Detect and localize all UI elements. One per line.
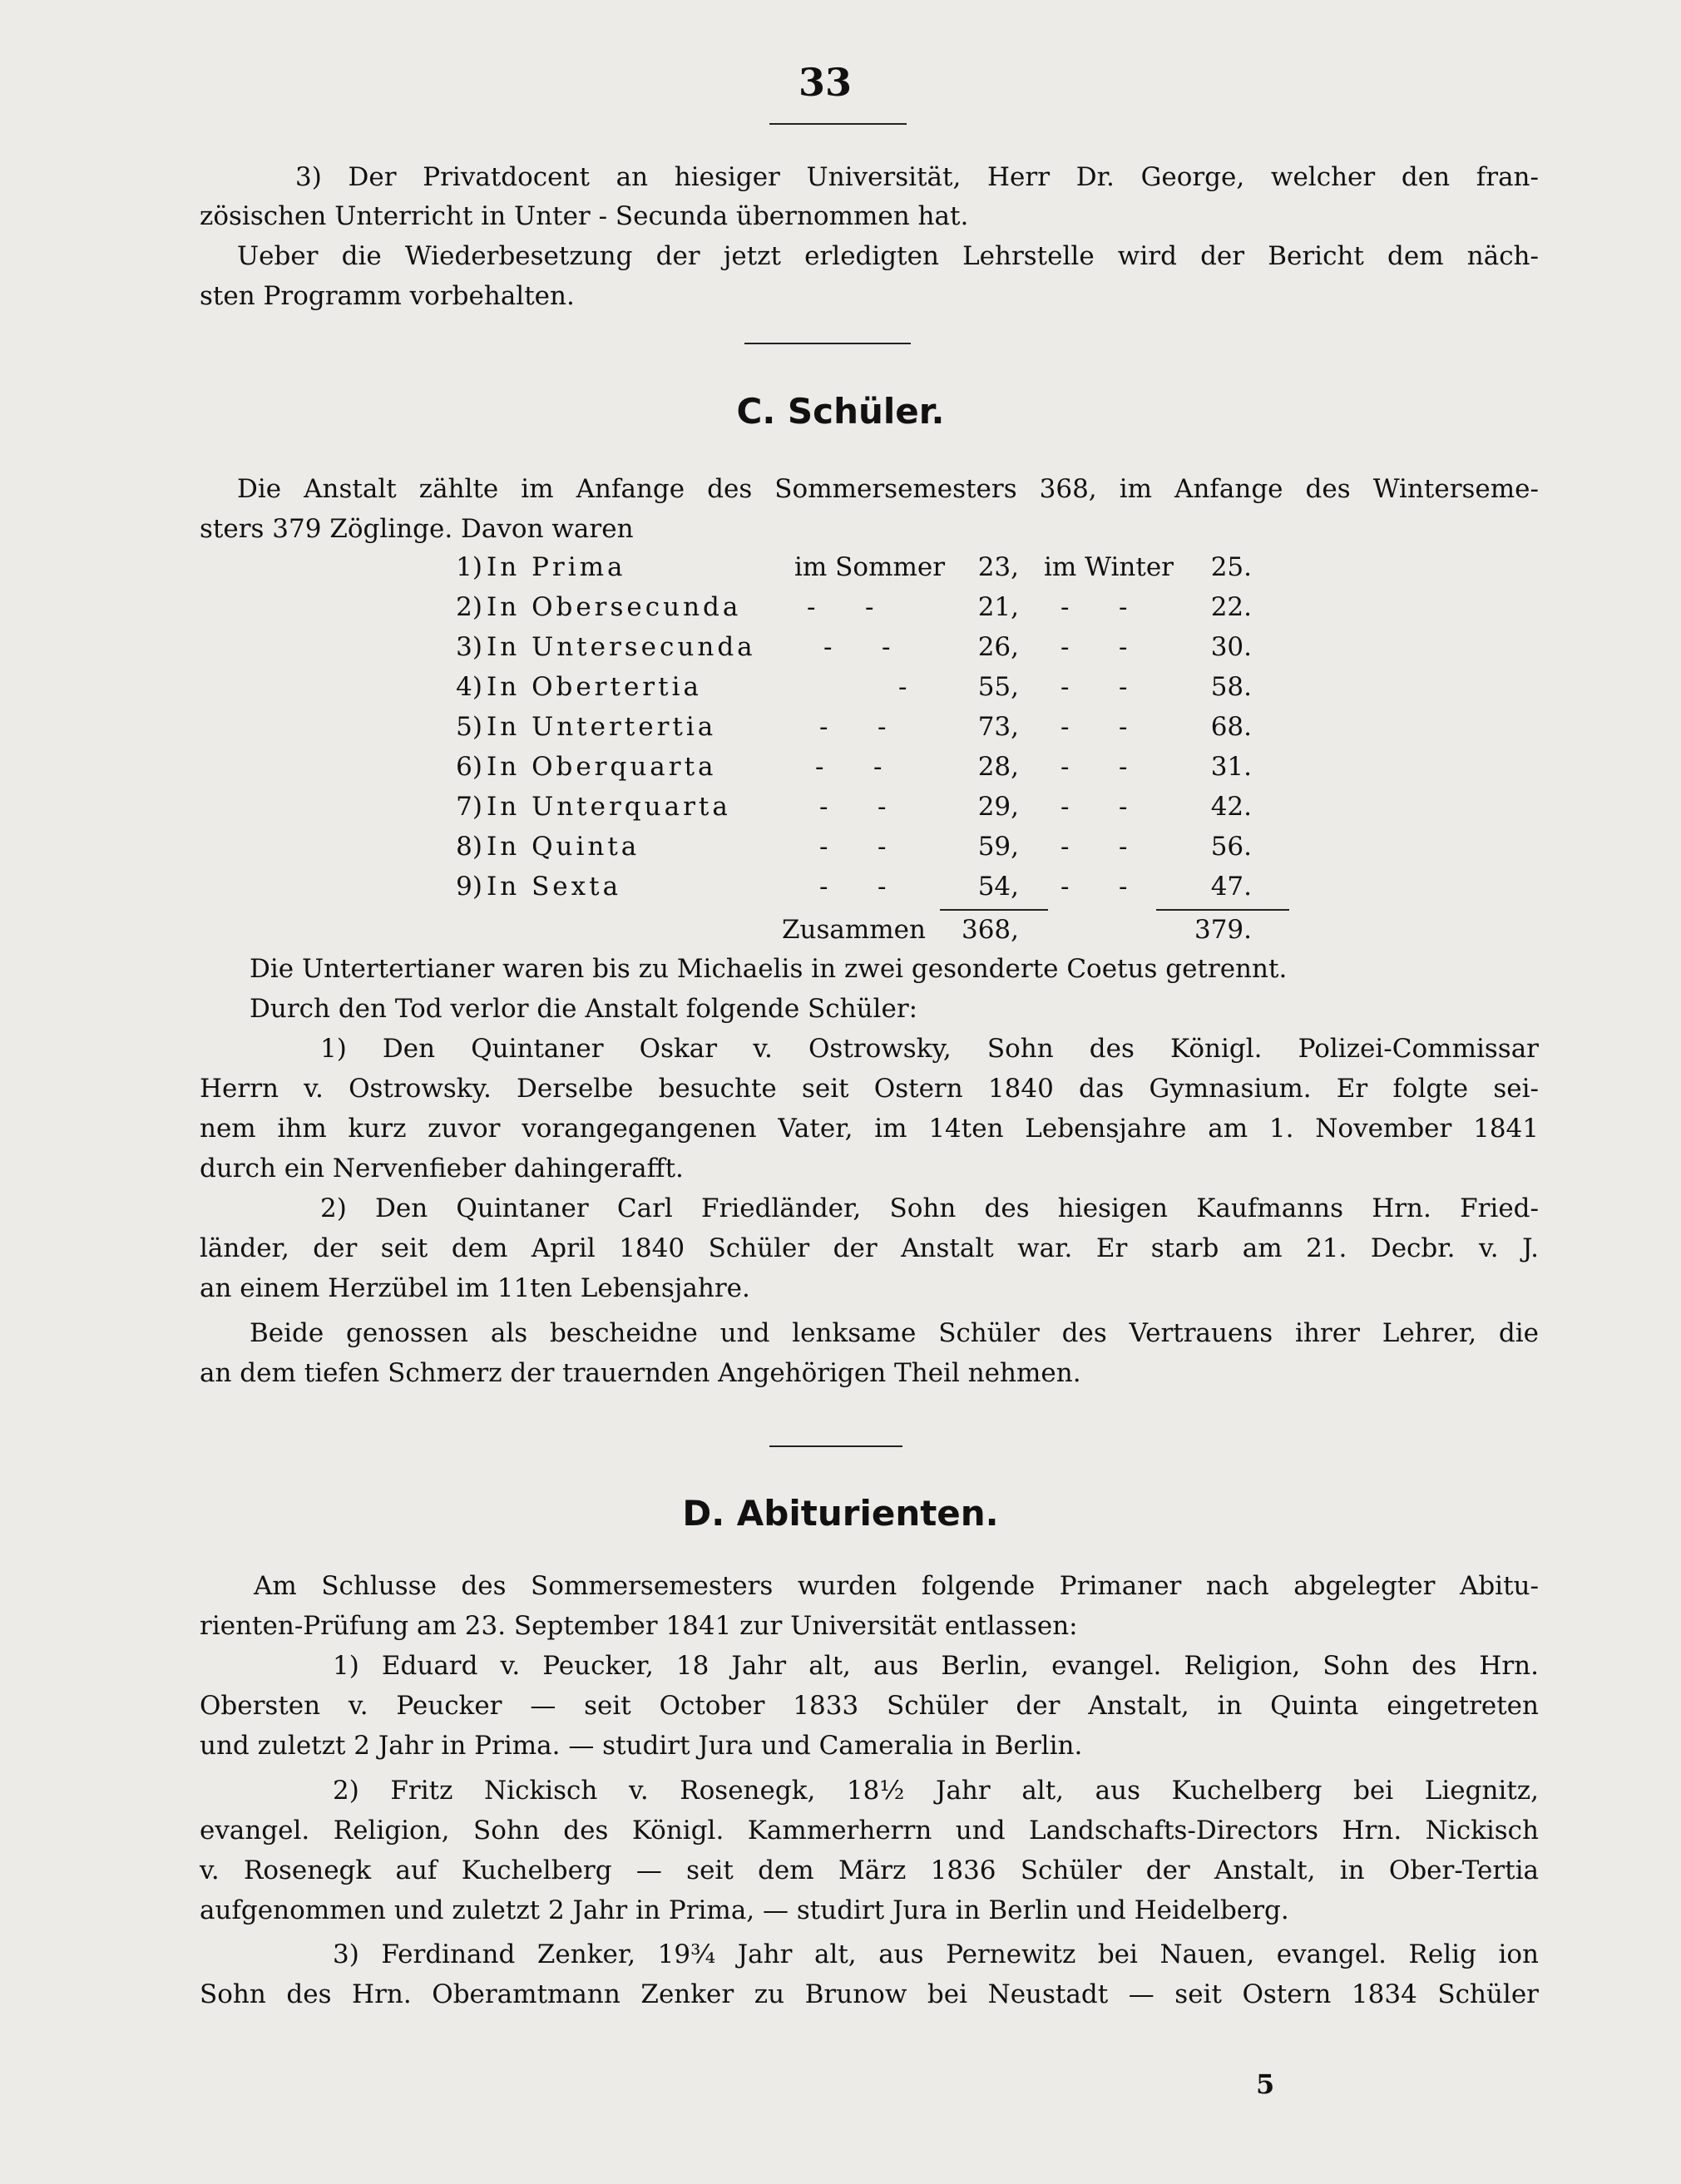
ditto-mark: - — [1061, 872, 1070, 902]
row-number: 5) — [456, 712, 482, 742]
signature-mark: 5 — [1256, 2068, 1275, 2100]
sum-rule-summer — [940, 909, 1048, 911]
row-winter: 42. — [1210, 792, 1252, 822]
ditto-mark: - — [819, 712, 828, 742]
row-number: 4) — [456, 672, 482, 702]
row-winter: 56. — [1210, 832, 1252, 862]
row-class: In Untersecunda — [487, 632, 756, 662]
text-line: Am Schlusse des Sommersemesters wurden folgende Primaner nach abgelegter Abitu- — [254, 1571, 1539, 1601]
row-class: In Quinta — [487, 832, 640, 862]
row-summer: 26, — [977, 632, 1019, 662]
separator-rule — [769, 1445, 902, 1447]
text-line: Ueber die Wiederbesetzung der jetzt erledigten Lehrstelle wird der Bericht dem näch- — [237, 241, 1539, 271]
row-class: In Prima — [487, 552, 626, 582]
text-line: Sohn des Hrn. Oberamtmann Zenker zu Brunow bei Neustadt — seit Ostern 1834 Schüler — [200, 1979, 1539, 2009]
text-line: und zuletzt 2 Jahr in Prima. — studirt Jura und Cameralia in Berlin. — [200, 1731, 1083, 1761]
ditto-mark: - — [1119, 792, 1128, 822]
row-summer: 29, — [977, 792, 1019, 822]
text-line: 3) Ferdinand Zenker, 19¾ Jahr alt, aus Pernewitz bei Nauen, evangel. Relig ion — [333, 1939, 1539, 1969]
row-winter: 25. — [1210, 552, 1252, 582]
row-number: 2) — [456, 592, 482, 622]
row-number: 6) — [456, 752, 482, 782]
ditto-mark: - — [1061, 592, 1070, 622]
text-line: 3) Der Privatdocent an hiesiger Universität, Herr Dr. George, welcher den fran- — [295, 162, 1539, 192]
text-line: v. Rosenegk auf Kuchelberg — seit dem März 1836 Schüler der Anstalt, in Ober-Tertia — [200, 1855, 1539, 1885]
ditto-mark: - — [878, 872, 887, 902]
ditto-mark: - — [882, 632, 891, 662]
total-winter: 379. — [1194, 915, 1252, 945]
text-line: Herrn v. Ostrowsky. Derselbe besuchte seit Ostern 1840 das Gymnasium. Er folgte sei- — [200, 1074, 1539, 1104]
row-winter: 22. — [1210, 592, 1252, 622]
ditto-mark: - — [878, 792, 887, 822]
row-winter: 47. — [1210, 872, 1252, 902]
ditto-mark: - — [1061, 832, 1070, 862]
sum-rule-winter — [1156, 909, 1289, 911]
text-line: aufgenommen und zuletzt 2 Jahr in Prima, — studirt Jura in Berlin und Heidelberg. — [200, 1895, 1289, 1925]
row-winter: 30. — [1210, 632, 1252, 662]
page-number: 33 — [798, 60, 853, 105]
section-title-schueler: C. Schüler. — [736, 391, 945, 432]
text-line: an dem tiefen Schmerz der trauernden Angehörigen Theil nehmen. — [200, 1358, 1081, 1388]
row-number: 1) — [456, 552, 482, 582]
text-line: Die Untertertianer waren bis zu Michaelis in zwei gesonderte Coetus getrennt. — [250, 954, 1288, 984]
row-summer: 23, — [977, 552, 1019, 582]
text-line: sten Programm vorbehalten. — [200, 281, 575, 311]
row-summer: 55, — [977, 672, 1019, 702]
ditto-mark: - — [819, 832, 828, 862]
text-line: Die Anstalt zählte im Anfange des Sommersemesters 368, im Anfange des Winterseme- — [237, 474, 1539, 504]
ditto-mark: - — [823, 632, 833, 662]
ditto-mark: - — [1061, 792, 1070, 822]
ditto-mark: - — [1119, 872, 1128, 902]
text-line: durch ein Nervenfieber dahingerafft. — [200, 1154, 684, 1183]
row-class: In Obersecunda — [487, 592, 742, 622]
ditto-mark: - — [815, 752, 824, 782]
text-line: Obersten v. Peucker — seit October 1833 Schüler der Anstalt, in Quinta eingetreten — [200, 1691, 1539, 1721]
row-number: 8) — [456, 832, 482, 862]
ditto-mark: - — [1061, 632, 1070, 662]
ditto-mark: - — [878, 712, 887, 742]
separator-rule — [744, 343, 911, 344]
text-line: 1) Den Quintaner Oskar v. Ostrowsky, Sohn des Königl. Polizei-Commissar — [320, 1034, 1539, 1064]
row-number: 3) — [456, 632, 482, 662]
ditto-mark: - — [873, 752, 883, 782]
ditto-mark: - — [878, 832, 887, 862]
section-title-abiturienten: D. Abiturienten. — [682, 1493, 999, 1534]
row-number: 9) — [456, 872, 482, 902]
ditto-mark: - — [1061, 752, 1070, 782]
row-winter: 68. — [1210, 712, 1252, 742]
text-line: an einem Herzübel im 11ten Lebensjahre. — [200, 1273, 750, 1303]
row-summer: 21, — [977, 592, 1019, 622]
text-line: länder, der seit dem April 1840 Schüler der Anstalt war. Er starb am 21. Decbr. v. J. — [200, 1233, 1539, 1263]
ditto-mark: - — [819, 792, 828, 822]
row-class: In Sexta — [487, 872, 622, 902]
text-line: 2) Den Quintaner Carl Friedländer, Sohn des hiesigen Kaufmanns Hrn. Fried- — [320, 1193, 1539, 1223]
ditto-mark: - — [807, 592, 816, 622]
ditto-mark: - — [1119, 672, 1128, 702]
text-line: sters 379 Zöglinge. Davon waren — [200, 514, 634, 544]
text-line: Durch den Tod verlor die Anstalt folgende Schüler: — [250, 994, 918, 1024]
text-line: 1) Eduard v. Peucker, 18 Jahr alt, aus Berlin, evangel. Religion, Sohn des Hrn. — [333, 1651, 1539, 1681]
row-summer: 59, — [977, 832, 1019, 862]
row-class: In Obertertia — [487, 672, 702, 702]
ditto-mark: - — [1061, 712, 1070, 742]
row-class: In Untertertia — [487, 712, 717, 742]
ditto-mark: - — [898, 672, 907, 702]
ditto-mark: - — [1061, 672, 1070, 702]
table-header-winter: im Winter — [1044, 552, 1174, 582]
row-number: 7) — [456, 792, 482, 822]
ditto-mark: - — [1119, 592, 1128, 622]
ditto-mark: - — [1119, 752, 1128, 782]
total-summer: 368, — [961, 915, 1019, 945]
text-line: 2) Fritz Nickisch v. Rosenegk, 18½ Jahr alt, aus Kuchelberg bei Liegnitz, — [333, 1776, 1539, 1806]
row-class: In Oberquarta — [487, 752, 717, 782]
row-winter: 58. — [1210, 672, 1252, 702]
row-summer: 73, — [977, 712, 1019, 742]
text-line: zösischen Unterricht in Unter - Secunda übernommen hat. — [200, 201, 969, 231]
ditto-mark: - — [1119, 712, 1128, 742]
total-label: Zusammen — [782, 915, 926, 945]
ditto-mark: - — [1119, 632, 1128, 662]
table-header-summer: im Sommer — [794, 552, 946, 582]
ditto-mark: - — [1119, 832, 1128, 862]
ditto-mark: - — [819, 872, 828, 902]
row-class: In Unterquarta — [487, 792, 731, 822]
row-winter: 31. — [1210, 752, 1252, 782]
row-summer: 54, — [977, 872, 1019, 902]
row-summer: 28, — [977, 752, 1019, 782]
page-number-underline — [769, 123, 907, 125]
text-line: nem ihm kurz zuvor vorangegangenen Vater, im 14ten Lebensjahre am 1. November 1841 — [200, 1114, 1539, 1144]
ditto-mark: - — [865, 592, 874, 622]
text-line: rienten-Prüfung am 23. September 1841 zur Universität entlassen: — [200, 1611, 1078, 1641]
text-line: Beide genossen als bescheidne und lenksame Schüler des Vertrauens ihrer Lehrer, die — [250, 1318, 1539, 1348]
text-line: evangel. Religion, Sohn des Königl. Kammerherrn und Landschafts-Directors Hrn. Nickisch — [200, 1816, 1539, 1846]
